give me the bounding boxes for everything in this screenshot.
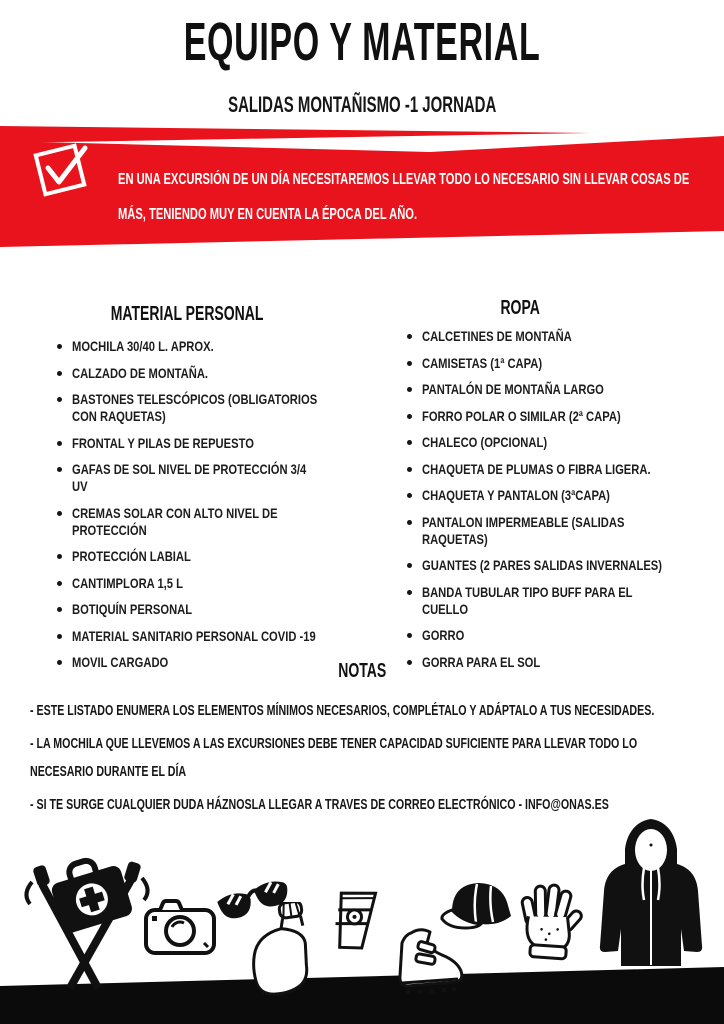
baseball-cap-icon [437, 874, 517, 934]
list-item [45, 461, 381, 495]
note-line: - SI TE SURGE CUALQUIER DUDA HÁZNOSLA LLEGAR A TRAVES DE CORREO ELECTRÓNICO - INFO@ONAS.ES [30, 797, 609, 813]
material-personal-heading: MATERIAL PERSONAL [110, 303, 264, 325]
notas-heading: NOTAS [338, 660, 386, 682]
bullet-icon [57, 581, 62, 586]
folding-cup-icon [330, 888, 380, 954]
list-item [45, 654, 381, 671]
note-line: - LA MOCHILA QUE LLEVEMOS A LAS EXCURSIONES DEBE TENER CAPACIDAD SUFICIENTE PARA LLEVAR TODO LO NECESARIO DURANTE EL DÍA [30, 736, 638, 780]
bullet-icon [57, 441, 62, 446]
list-item [45, 435, 381, 452]
bullet-icon [407, 361, 412, 366]
list-item-label: GUANTES (2 PARES SALIDAS INVERNALES) [422, 557, 662, 573]
bullet-icon [407, 493, 412, 498]
list-item [395, 434, 724, 451]
list-item-label: CHAQUETA DE PLUMAS O FIBRA LIGERA. [422, 460, 651, 477]
list-item-label: CANTIMPLORA 1,5 L [72, 574, 183, 591]
glove-icon [520, 882, 584, 966]
canteen-icon [247, 902, 313, 998]
bullet-icon [407, 440, 412, 445]
list-item-label: FORRO POLAR O SIMILAR (2ª CAPA) [422, 407, 621, 424]
note-line: - ESTE LISTADO ENUMERA LOS ELEMENTOS MÍNIMOS NECESARIOS, COMPLÉTALO Y ADÁPTALO A TUS NECESIDADES. [30, 703, 655, 719]
list-item-label: BOTIQUÍN PERSONAL [72, 601, 193, 617]
list-item [45, 338, 381, 355]
list-item-label: MOCHILA 30/40 L. APROX. [72, 338, 214, 354]
bullet-icon [407, 660, 412, 665]
list-item-label: GAFAS DE SOL NIVEL DE PROTECCIÓN 3/4 UV [72, 461, 307, 494]
list-item [45, 505, 381, 539]
list-item-label: CALZADO DE MONTAÑA. [72, 364, 209, 381]
bullet-icon [57, 607, 62, 612]
bullet-icon [57, 397, 62, 402]
list-item [45, 628, 381, 645]
list-item [45, 575, 381, 592]
list-item-label: GORRO [422, 627, 465, 643]
list-item-label: PANTALON IMPERMEABLE (SALIDAS RAQUETAS) [422, 513, 625, 547]
list-item [395, 355, 724, 372]
bullet-icon [57, 660, 62, 665]
bullet-icon [407, 633, 412, 638]
banner-text [118, 162, 724, 232]
list-item [45, 548, 381, 565]
list-item [45, 391, 381, 425]
list-item-label: PANTALÓN DE MONTAÑA LARGO [422, 381, 604, 397]
list-item [395, 408, 724, 425]
list-item-label: CALCETINES DE MONTAÑA [422, 328, 572, 344]
ropa-column [395, 296, 724, 680]
list-item [395, 654, 724, 671]
notes-section [30, 697, 698, 824]
bullet-icon [407, 334, 412, 339]
page-subtitle: SALIDAS MONTAÑISMO -1 JORNADA [227, 92, 497, 117]
list-item-label: MOVIL CARGADO [72, 654, 169, 670]
list-item-label: CHAQUETA Y PANTALON (3ªCAPA) [422, 487, 610, 503]
list-item [395, 627, 724, 644]
bullet-icon [407, 387, 412, 392]
hiking-boot-icon [394, 928, 470, 998]
list-item [45, 601, 381, 618]
ropa-heading: ROPA [500, 297, 540, 319]
camera-icon [143, 896, 217, 956]
list-item [395, 487, 724, 504]
list-item-label: GORRA PARA EL SOL [422, 653, 541, 670]
bullet-icon [57, 511, 62, 516]
list-item [395, 557, 724, 574]
bullet-icon [407, 563, 412, 568]
hoodie-icon [596, 818, 706, 968]
checkbox-check-icon [14, 138, 118, 202]
bullet-icon [407, 520, 412, 525]
bullet-icon [407, 467, 412, 472]
list-item [395, 584, 724, 618]
bullet-icon [57, 371, 62, 376]
list-item-label: CAMISETAS (1ª CAPA) [422, 354, 543, 371]
bullet-icon [57, 634, 62, 639]
list-item [45, 365, 381, 382]
list-item [395, 381, 724, 398]
list-item [395, 461, 724, 478]
bullet-icon [57, 467, 62, 472]
list-item [395, 514, 724, 548]
list-item-label: CREMAS SOLAR CON ALTO NIVEL DE PROTECCIÓN [72, 504, 278, 538]
page-title: EQUIPO Y MATERIAL [183, 12, 541, 72]
banner-text-line-2: MÁS, TENIENDO MUY EN CUENTA LA ÉPOCA DEL AÑO. [118, 206, 418, 223]
bullet-icon [57, 344, 62, 349]
bullet-icon [407, 414, 412, 419]
list-item-label: BASTONES TELESCÓPICOS (OBLIGATORIOS CON RAQUETAS) [72, 391, 318, 424]
trekking-poles-first-aid-icon [18, 840, 158, 992]
bullet-icon [407, 590, 412, 595]
banner-text-line-1: EN UNA EXCURSIÓN DE UN DÍA NECESITAREMOS LLEVAR TODO LO NECESARIO SIN LLEVAR COSAS DE [118, 171, 690, 188]
material-personal-column [45, 302, 381, 681]
list-item-label: FRONTAL Y PILAS DE REPUESTO [72, 434, 254, 451]
list-item-label: PROTECCIÓN LABIAL [72, 548, 191, 564]
list-item [395, 328, 724, 345]
bullet-icon [57, 554, 62, 559]
list-item-label: MATERIAL SANITARIO PERSONAL COVID -19 [72, 627, 316, 644]
list-item-label: BANDA TUBULAR TIPO BUFF PARA EL CUELLO [422, 583, 633, 617]
list-item-label: CHALECO (OPCIONAL) [422, 434, 548, 450]
